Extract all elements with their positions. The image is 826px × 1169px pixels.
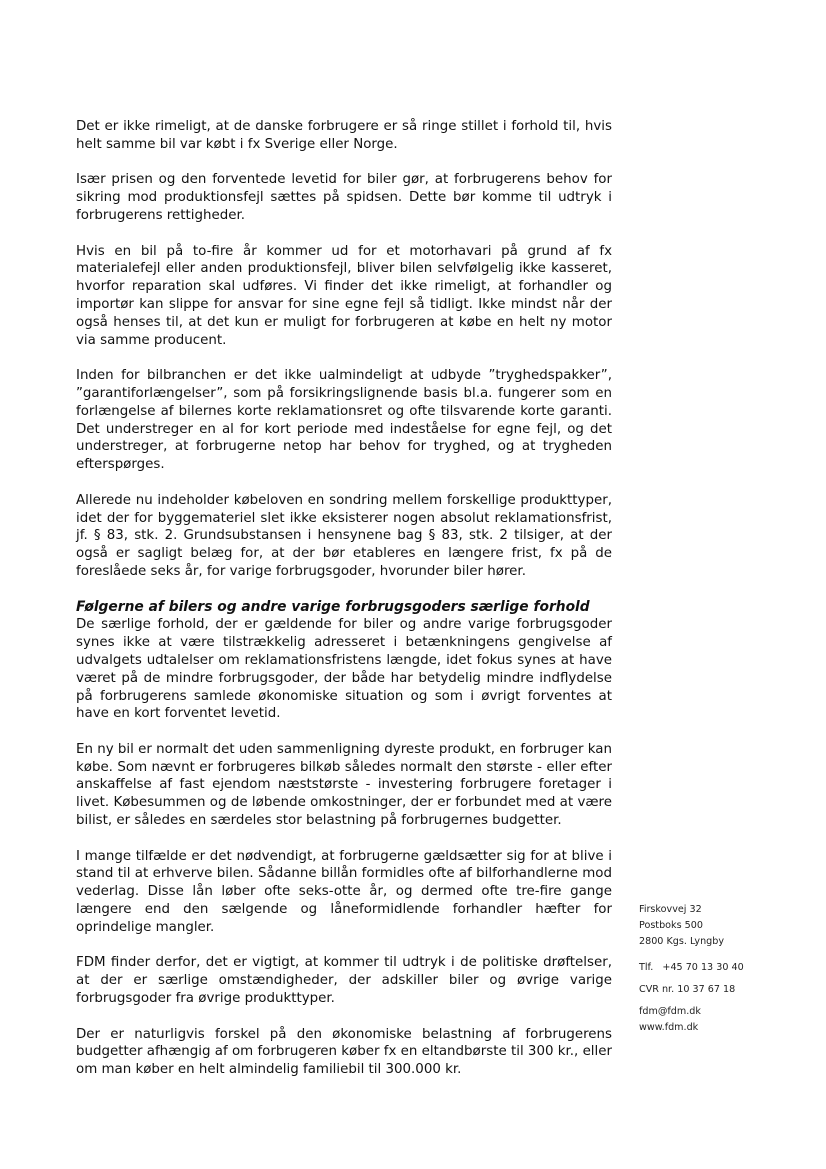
web-link[interactable]: www.fdm.dk — [639, 1022, 699, 1033]
paragraph: Allerede nu indeholder købeloven en sondring mellem forskellige produkttyper, idet der for byggemateriel slet ikke eksisterer nogen absolut reklamationsfrist, jf. § 83, stk. 2. Grundsubstansen i hensynene bag § 83, stk. 2 tilsiger, at der også er sagligt belæg for, at der bør etableres en længere frist, fx på de foreslåede seks år, for varige forbrugsgoder, hvorunder biler hører. — [76, 492, 612, 579]
paragraph: Inden for bilbranchen er det ikke ualmindeligt at udbyde ”tryghedspakker”, ”garantiforlængelser”, som på forsikringslignende basis bl.a. fungerer som en forlængelse af bilernes korte reklamationsret og ofte tilsvarende korte garanti. Det understreger en al for kort periode med indeståelse for egne fejl, og det understreger, at forbrugerne netop har behov for tryghed, og at trygheden efterspørges. — [76, 368, 612, 473]
paragraph: De særlige forhold, der er gældende for biler og andre varige forbrugsgoder synes ikke at være tilstrækkelig adresseret i betænkningens gengivelse af udvalgets udtalelser om reklamationsfristens længde, idet fokus synes at have været på de mindre forbrugsgoder, der både har betydelig mindre indflydelse på forbrugerens samlede økonomiske situation og som i øvrigt forventes at have en kort forventet levetid. — [76, 617, 612, 722]
cvr-number: CVR nr. 10 37 67 18 — [639, 984, 736, 995]
address-line: Postboks 500 — [639, 920, 703, 931]
paragraph: I mange tilfælde er det nødvendigt, at forbrugerne gældsætter sig for at blive i stand til at erhverve bilen. Sådanne billån formidles ofte af bilforhandlerne mod vederlag. Disse lån løber ofte seks-otte år, og dermed ofte tre-fire gange længere end den sælgende og låneformidlende forhandler hæfter for oprindelige mangler. — [76, 848, 612, 935]
paragraph: FDM finder derfor, det er vigtigt, at kommer til udtryk i de politiske drøftelser, at der er særlige omstændigheder, der adskiller biler og øvrige varige forbrugsgoder fra øvrige produkttyper. — [76, 955, 612, 1007]
paragraph: Især prisen og den forventede levetid for biler gør, at forbrugerens behov for sikring mod produktionsfejl sættes på spidsen. Dette bør komme til udtryk i forbrugerens rettigheder. — [76, 172, 612, 223]
address-line: Firskovvej 32 — [639, 904, 702, 915]
letter-body — [76, 118, 612, 1097]
paragraph: Der er naturligvis forskel på den økonomiske belastning af forbrugerens budgetter afhængig af om forbrugeren køber fx en eltandbørste til 300 kr., eller om man køber en helt almindelig familiebil til 300.000 kr. — [76, 1026, 612, 1078]
paragraph: Hvis en bil på to-fire år kommer ud for et motorhavari på grund af fx materialefejl eller anden produktionsfejl, bliver bilen selvfølgelig ikke kasseret, hvorfor reparation skal udføres. Vi finder det ikke rimeligt, at forhandler og importør kan slippe for ansvar for sine egne fejl så tidligt. Ikke mindst når der også henses til, at det kun er muligt for forbrugeren at købe en helt ny motor via samme producent. — [76, 243, 612, 348]
phone-number: Tlf. +45 70 13 30 40 — [639, 962, 744, 973]
address-line: 2800 Kgs. Lyngby — [639, 936, 725, 947]
paragraph: En ny bil er normalt det uden sammenligning dyreste produkt, en forbruger kan købe. Som nævnt er forbrugeres bilkøb således normalt den største - eller efter anskaffelse af fast ejendom næststørste - investering forbrugere foretager i livet. Købesummen og de løbende omkostninger, der er forbundet med at være bilist, er således en særdeles stor belastning på forbrugernes budgetter. — [76, 741, 612, 829]
contact-sidebar — [639, 902, 809, 1036]
section-heading: Følgerne af bilers og andre varige forbrugsgoders særlige forhold — [76, 598, 590, 615]
email-link[interactable]: fdm@fdm.dk — [639, 1006, 701, 1017]
paragraph: Det er ikke rimeligt, at de danske forbrugere er så ringe stillet i forhold til, hvis helt samme bil var købt i fx Sverige eller Norge. — [76, 119, 612, 152]
